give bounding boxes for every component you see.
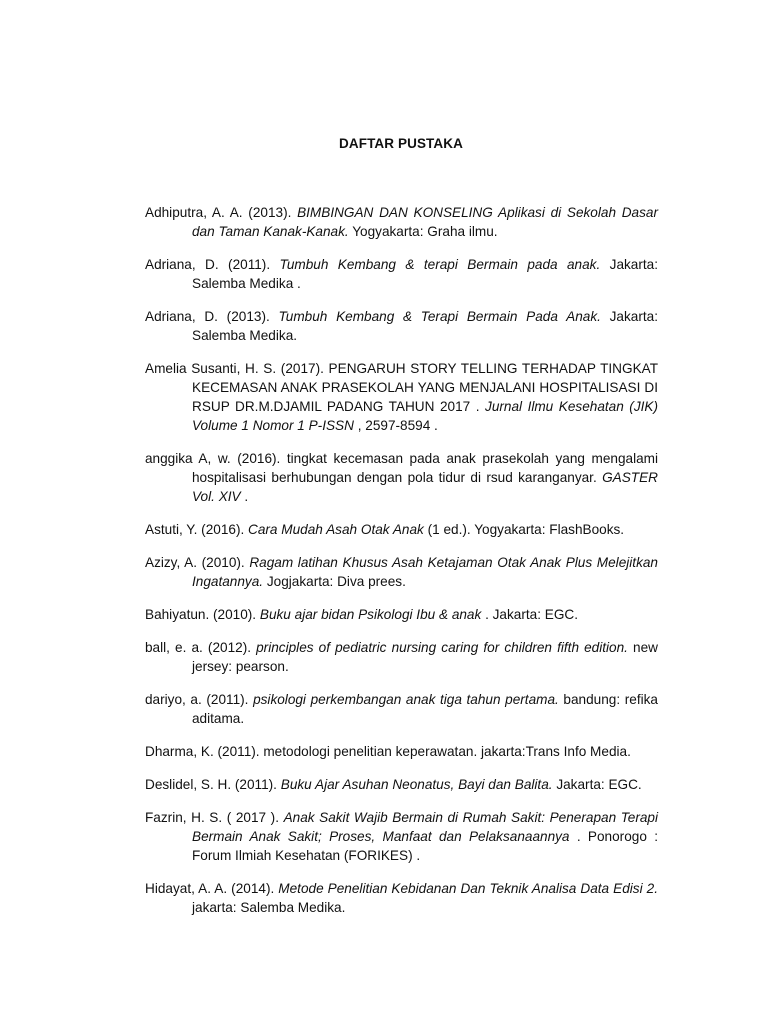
reference-text: new jersey: pearson.: [192, 640, 658, 674]
reference-entry: [145, 690, 658, 728]
reference-entry: [145, 520, 658, 539]
reference-list: [145, 203, 658, 931]
reference-text: (1 ed.). Yogyakarta: FlashBooks.: [423, 522, 625, 537]
reference-text: Adriana, D. (2013).: [145, 309, 279, 324]
page-title: DAFTAR PUSTAKA: [339, 136, 463, 151]
reference-italic: Anak Sakit Wajib Bermain di Rumah Sakit: Penerapan Terapi Bermain Anak Sakit; Proses, Manfaat dan Pelaksanaannya: [192, 810, 658, 844]
reference-text: Jogjakarta: Diva prees.: [263, 574, 406, 589]
reference-text: Dharma, K. (2011). metodologi penelitian keperawatan. jakarta:Trans Info Media.: [145, 744, 631, 759]
reference-text: .: [240, 489, 249, 504]
reference-italic: principles of pediatric nursing caring for children fifth edition.: [256, 640, 628, 655]
reference-italic: psikologi perkembangan anak tiga tahun pertama.: [253, 692, 559, 707]
reference-text: Hidayat, A. A. (2014).: [145, 881, 279, 896]
reference-entry: [145, 449, 658, 506]
reference-entry: [145, 359, 658, 435]
reference-text: Azizy, A. (2010).: [145, 555, 250, 570]
reference-entry: [145, 879, 658, 917]
reference-text: Jakarta: Salemba Medika.: [192, 309, 658, 343]
reference-entry: [145, 808, 658, 865]
reference-text: Jakarta: EGC.: [552, 777, 642, 792]
reference-text: anggika A, w. (2016). tingkat kecemasan pada anak prasekolah yang mengalami hospitalisasi berhubungan dengan pola tidur di rsud karanganyar.: [145, 451, 658, 485]
reference-italic: Ragam latihan Khusus Asah Ketajaman Otak Anak Plus Melejitkan Ingatannya.: [192, 555, 658, 589]
reference-text: Amelia Susanti, H. S. (2017). PENGARUH STORY TELLING TERHADAP TINGKAT KECEMASAN ANAK PRASEKOLAH YANG MENJALANI HOSPITALISASI DI RSUP DR.M.DJAMIL PADANG TAHUN 2017 .: [145, 361, 658, 414]
reference-entry: [145, 255, 658, 293]
reference-text: Jakarta: Salemba Medika .: [192, 257, 658, 291]
reference-italic: BIMBINGAN DAN KONSELING Aplikasi di Sekolah Dasar dan Taman Kanak-Kanak.: [192, 205, 658, 239]
reference-italic: Metode Penelitian Kebidanan Dan Teknik Analisa Data Edisi 2.: [278, 881, 659, 896]
reference-entry: [145, 775, 658, 794]
reference-text: Adriana, D. (2011).: [145, 257, 280, 272]
reference-text: jakarta: Salemba Medika.: [192, 900, 346, 915]
reference-text: . Ponorogo : Forum Ilmiah Kesehatan (FORIKES) .: [192, 829, 658, 863]
reference-italic: GASTER Vol. XIV: [192, 470, 658, 504]
reference-entry: [145, 605, 658, 624]
reference-text: . Jakarta: EGC.: [481, 607, 578, 622]
reference-entry: [145, 203, 658, 241]
reference-entry: [145, 638, 658, 676]
reference-text: , 2597-8594 .: [353, 418, 438, 433]
reference-italic: Buku Ajar Asuhan Neonatus, Bayi dan Balita.: [280, 777, 553, 792]
reference-italic: Tumbuh Kembang & terapi Bermain pada anak.: [279, 257, 601, 272]
reference-text: Deslidel, S. H. (2011).: [145, 777, 281, 792]
reference-text: Fazrin, H. S. ( 2017 ).: [145, 810, 284, 825]
reference-entry: [145, 553, 658, 591]
reference-text: Astuti, Y. (2016).: [145, 522, 249, 537]
reference-italic: Tumbuh Kembang & Terapi Bermain Pada Anak.: [278, 309, 601, 324]
reference-text: dariyo, a. (2011).: [145, 692, 254, 707]
reference-text: bandung: refika aditama.: [192, 692, 658, 726]
reference-italic: Buku ajar bidan Psikologi Ibu & anak: [259, 607, 482, 622]
reference-text: ball, e. a. (2012).: [145, 640, 257, 655]
reference-italic: Cara Mudah Asah Otak Anak: [248, 522, 424, 537]
reference-text: Yogyakarta: Graha ilmu.: [348, 224, 498, 239]
reference-text: Adhiputra, A. A. (2013).: [145, 205, 298, 220]
reference-entry: [145, 742, 658, 761]
reference-italic: Jurnal Ilmu Kesehatan (JIK) Volume 1 Nomor 1 P-ISSN: [192, 399, 658, 433]
reference-text: Bahiyatun. (2010).: [145, 607, 260, 622]
reference-entry: [145, 307, 658, 345]
